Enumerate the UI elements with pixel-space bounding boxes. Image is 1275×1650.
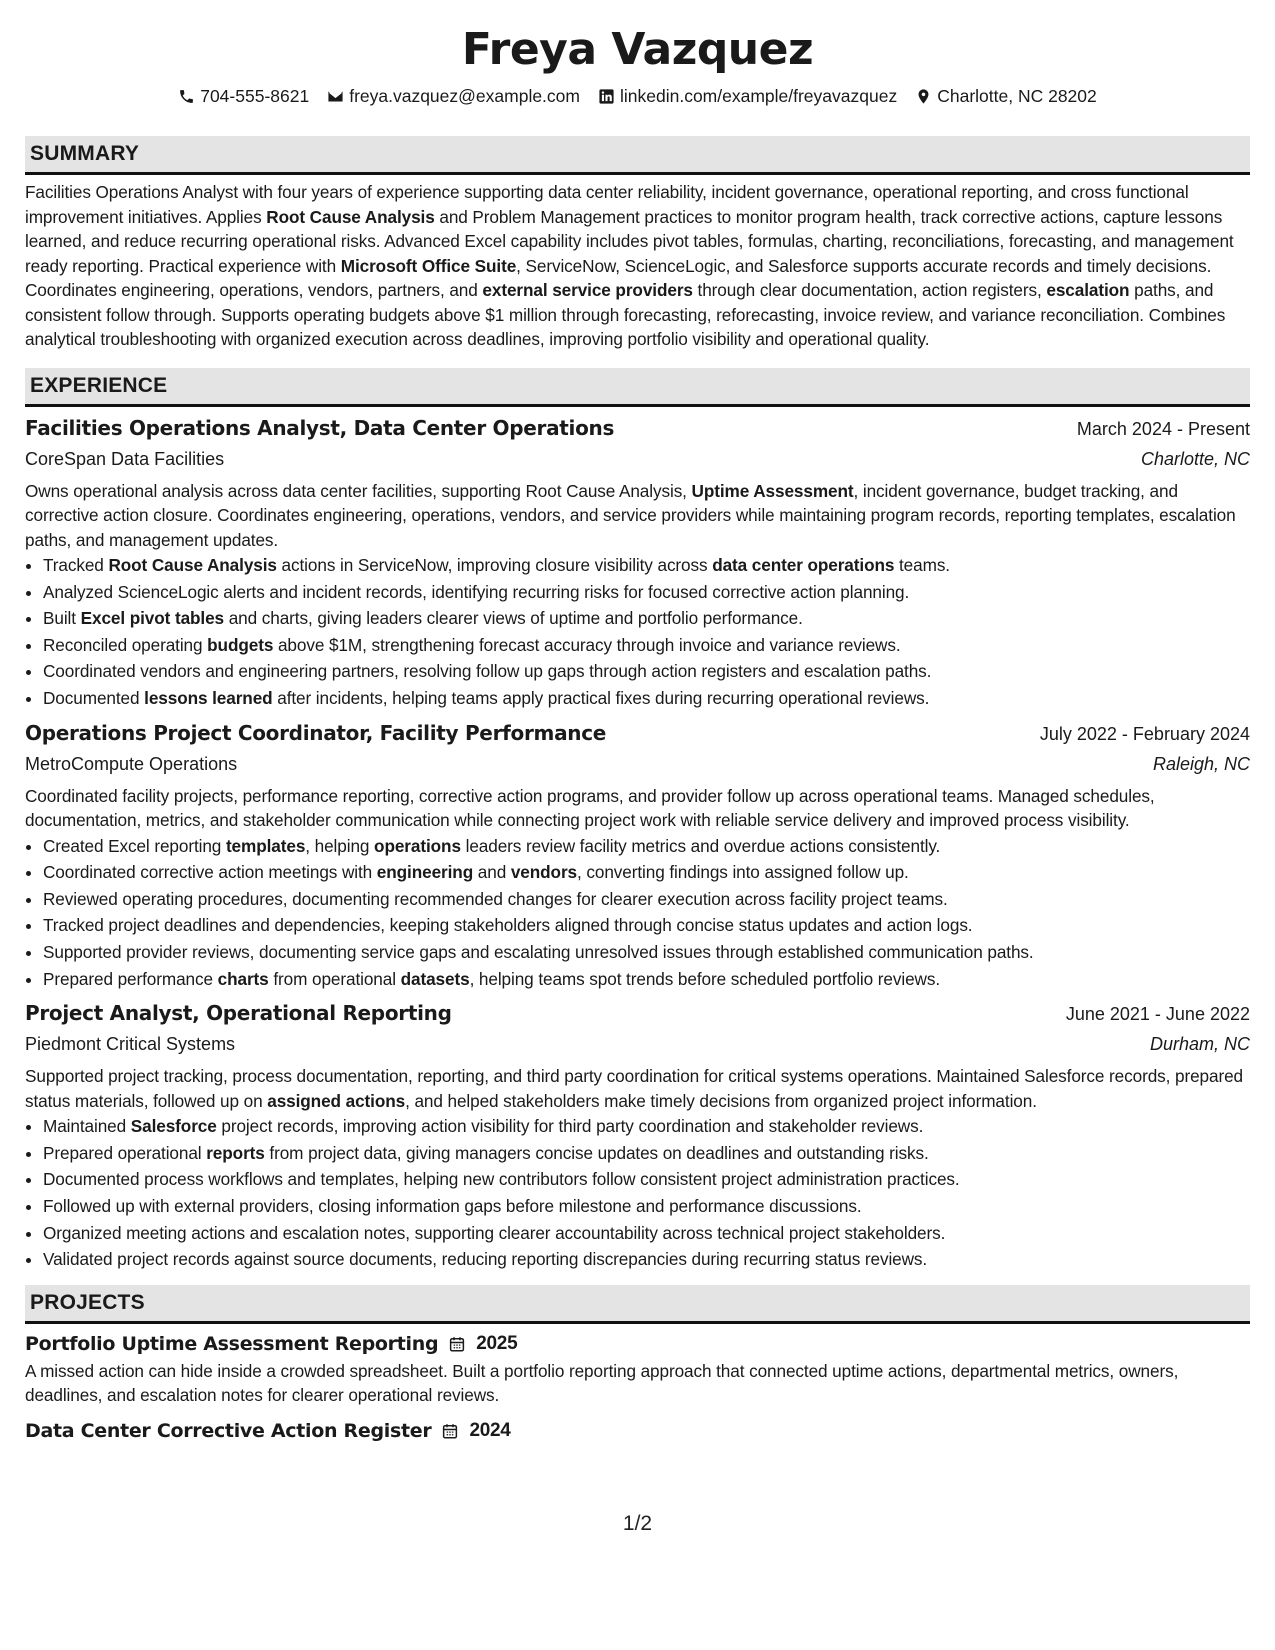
candidate-name: Freya Vazquez [461,24,814,75]
summary-heading: SUMMARY [25,136,1250,175]
job-title: Operations Project Coordinator, Facility Performance [25,720,607,745]
page-number: 1/2 [622,1512,653,1535]
project-year: 2024 [469,1419,511,1441]
job-entry [25,998,1250,1273]
project-entry [25,1416,1250,1446]
bullet-item: • Coordinated corrective action meetings with engineering and vendors, converting findings into assigned follow up. [43,859,1250,886]
keyword-emphasis: escalation [1046,280,1130,300]
bullet-item: • Documented lessons learned after incidents, helping teams apply practical fixes during recurring operational reviews. [43,685,1250,712]
job-dates: June 2021 - June 2022 [1065,1004,1250,1025]
bullet-item: • Reviewed operating procedures, documenting recommended changes for clearer execution across facility project teams. [43,886,1250,913]
keyword-emphasis: reports [206,1142,265,1163]
contact-location [915,84,1097,108]
project-title: Data Center Corrective Action Register [25,1419,432,1442]
contact-phone-text: 704-555-8621 [200,86,310,106]
job-company: MetroCompute Operations [25,753,238,774]
contact-location-text: Charlotte, NC 28202 [937,86,1097,106]
experience-heading: EXPERIENCE [25,368,1250,407]
keyword-emphasis: budgets [207,634,274,655]
calendar-icon [448,1335,466,1353]
bullet-item: • Reconciled operating budgets above $1M, strengthening forecast accuracy through invoice and variance reviews. [43,632,1250,659]
keyword-emphasis: data center operations [712,555,895,575]
keyword-emphasis: templates [225,835,306,856]
bullet-item: • Documented process workflows and templates, helping new contributors follow consistent project administration practices. [43,1166,1250,1193]
contact-phone [178,84,309,108]
job-bullets [25,833,1250,993]
job-company: Piedmont Critical Systems [25,1034,236,1055]
calendar-icon [441,1422,459,1440]
bullet-item: • Tracked project deadlines and dependencies, keeping stakeholders aligned through concise status updates and action logs. [43,912,1250,939]
bullet-item: • Prepared performance charts from operational datasets, helping teams spot trends before scheduled portfolio reviews. [43,966,1250,993]
keyword-emphasis: lessons learned [144,687,273,708]
job-entry [25,718,1250,993]
contact-email-text[interactable]: freya.vazquez@example.com [349,86,580,106]
projects-heading: PROJECTS [25,1285,1250,1324]
job-title: Facilities Operations Analyst, Data Center Operations [25,415,615,440]
resume-page [25,0,1250,1446]
bullet-item: • Analyzed ScienceLogic alerts and incident records, identifying recurring risks for focused corrective action planning. [43,579,1250,606]
contact-email[interactable] [327,84,580,108]
keyword-emphasis: operations [374,835,461,856]
project-year: 2025 [476,1332,518,1354]
keyword-emphasis: Root Cause Analysis [266,206,435,227]
map-pin-icon [915,88,932,105]
summary-text: Facilities Operations Analyst with four years of experience supporting data center reliability, incident governance, operational reporting, and cross functional improvement initiatives. Applies Root Cause Analysis and Problem Management practices to monitor program health, track corrective actions, capture lessons learned, and reduce recurring operational risks. Advanced Excel capability includes pivot tables, formulas, charting, reconciliations, forecasting, and management ready reporting. Practical experience with Microsoft Office Suite, ServiceNow, ScienceLogic, and Salesforce supports accurate records and timely decisions. Coordinates engineering, operations, vendors, partners, and external service providers through clear documentation, action registers, escalation paths, and consistent follow through. Supports operating budgets above $1 million through forecasting, reforecasting, invoice review, and variance reconciliation. Combines analytical troubleshooting with organized execution across deadlines, improving portfolio visibility and operational quality. [25,182,1234,349]
job-company: CoreSpan Data Facilities [25,448,225,469]
bullet-item: • Maintained Salesforce project records, improving action visibility for third party coordination and stakeholder reviews. [43,1113,1250,1140]
linkedin-icon [598,88,615,105]
bullet-item: • Coordinated vendors and engineering partners, resolving follow up gaps through action registers and escalation paths. [43,658,1250,685]
job-location: Durham, NC [1149,1034,1250,1055]
job-location: Charlotte, NC [1140,448,1250,469]
contact-linkedin[interactable] [598,84,897,108]
job-dates: March 2024 - Present [1076,418,1250,439]
project-description: A missed action can hide inside a crowded spreadsheet. Built a portfolio reporting approach that connected uptime actions, departmental metrics, owners, deadlines, and escalation notes for clearer operational reviews. [25,1360,1179,1406]
keyword-emphasis: Root Cause Analysis [108,555,277,575]
contact-bar [25,84,1250,108]
job-bullets [25,552,1250,712]
keyword-emphasis: engineering [376,862,474,883]
job-description: Supported project tracking, process documentation, reporting, and third party coordination for critical systems operations. Maintained Salesforce records, prepared status materials, followed up on assigned actions, and helped stakeholders make timely decisions from organized project information. [25,1066,1244,1111]
keyword-emphasis: charts [217,968,269,989]
job-description: Coordinated facility projects, performance reporting, corrective action programs, and provider follow up across operational teams. Managed schedules, documentation, metrics, and stakeholder communication while connecting project work with reliable service delivery and improved process visibility. [25,785,1155,831]
bullet-item: • Validated project records against source documents, reducing reporting discrepancies during recurring status reviews. [43,1246,1250,1273]
keyword-emphasis: datasets [400,968,470,989]
keyword-emphasis: external service providers [482,280,693,300]
project-entry [25,1329,1250,1408]
job-dates: July 2022 - February 2024 [1039,723,1250,744]
keyword-emphasis: vendors [510,862,578,883]
job-bullets [25,1113,1250,1273]
keyword-emphasis: assigned actions [267,1090,406,1111]
envelope-icon [327,88,344,105]
phone-icon [178,88,195,105]
job-entry [25,413,1250,712]
contact-linkedin-text[interactable]: linkedin.com/example/freyavazquez [619,86,898,106]
bullet-item: • Prepared operational reports from project data, giving managers concise updates on deadlines and outstanding risks. [43,1140,1250,1167]
bullet-item: • Built Excel pivot tables and charts, giving leaders clearer views of uptime and portfolio performance. [43,605,1250,632]
bullet-item: • Followed up with external providers, closing information gaps before milestone and performance discussions. [43,1193,1250,1220]
job-location: Raleigh, NC [1152,753,1250,774]
bullet-item: • Supported provider reviews, documenting service gaps and escalating unresolved issues through established communication paths. [43,939,1250,966]
bullet-item: • Organized meeting actions and escalation notes, supporting clearer accountability across technical project stakeholders. [43,1220,1250,1247]
keyword-emphasis: Salesforce [130,1116,217,1137]
bullet-item: • Created Excel reporting templates, helping operations leaders review facility metrics and overdue actions consistently. [43,833,1250,860]
keyword-emphasis: Uptime Assessment [691,480,854,501]
keyword-emphasis: Excel pivot tables [80,608,225,629]
job-description: Owns operational analysis across data center facilities, supporting Root Cause Analysis, Uptime Assessment, incident governance, budget tracking, and corrective action closure. Coordinates engineering, operations, vendors, and service providers while maintaining program records, reporting templates, escalation paths, and management updates. [25,480,1236,550]
job-title: Project Analyst, Operational Reporting [25,1001,452,1026]
keyword-emphasis: Microsoft Office Suite [340,255,517,276]
bullet-item: • Tracked Root Cause Analysis actions in ServiceNow, improving closure visibility across data center operations teams. [43,552,1250,579]
project-title: Portfolio Uptime Assessment Reporting [25,1332,439,1355]
